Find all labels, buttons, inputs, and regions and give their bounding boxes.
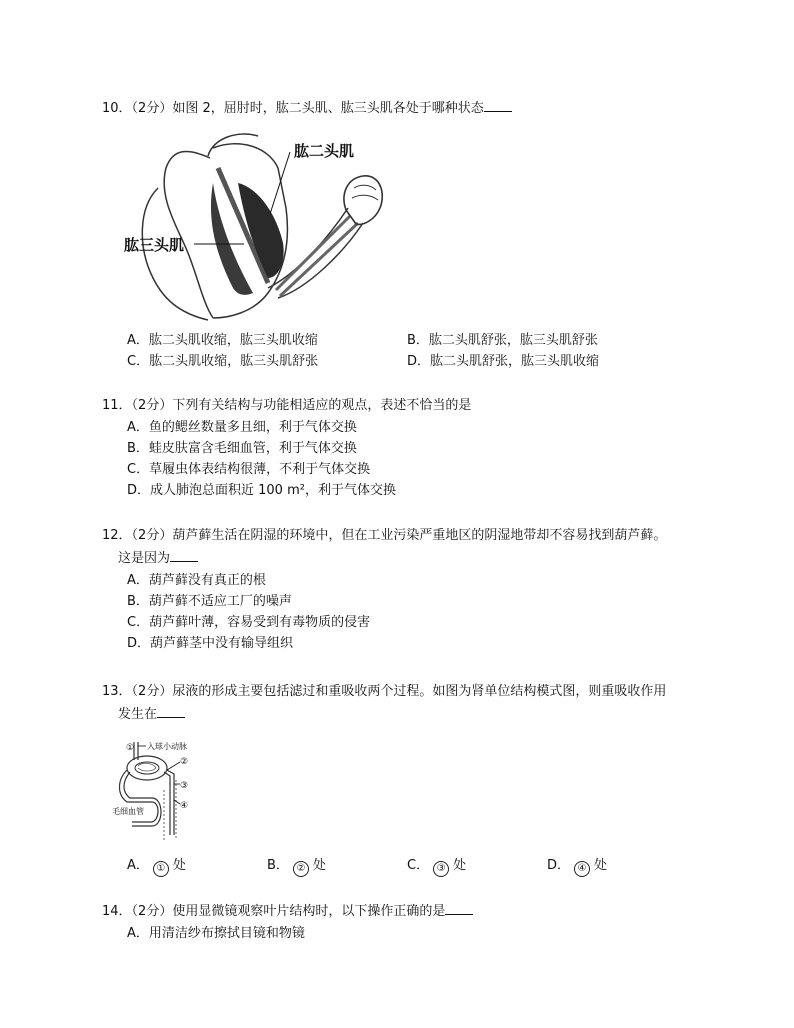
option-b[interactable]: B．蛙皮肤富含毛细血管，利于气体交换 xyxy=(127,441,357,456)
question-10-options xyxy=(102,330,734,372)
question-13-options xyxy=(102,855,734,877)
answer-blank xyxy=(170,547,198,562)
question-10 xyxy=(102,97,734,120)
option-a[interactable]: A．肱二头肌收缩，肱三头肌收缩 xyxy=(127,333,318,348)
option-a[interactable]: A．葫芦藓没有真正的根 xyxy=(127,573,266,588)
question-stem-continued: 这是因为 xyxy=(102,547,734,570)
question-stem: 11．（2分）下列有关结构与功能相适应的观点，表述不恰当的是 xyxy=(102,398,472,413)
label-triceps: 肱三头肌 xyxy=(124,236,185,254)
question-stem: 13．（2分）尿液的形成主要包括滤过和重吸收两个过程。如图为肾单位结构模式图，则重吸收作用 xyxy=(102,684,667,699)
arm-muscle-figure xyxy=(118,128,396,324)
option-c[interactable]: C．肱二头肌收缩，肱三头肌舒张 xyxy=(127,354,319,369)
answer-blank xyxy=(484,97,512,112)
answer-blank xyxy=(157,703,185,718)
question-stem: 12．（2分）葫芦藓生活在阴湿的环境中，但在工业污染严重地区的阴湿地带却不容易找到葫芦藓。 xyxy=(102,528,667,543)
question-14 xyxy=(102,900,734,944)
question-11 xyxy=(102,395,734,501)
option-a[interactable]: A．用清洁纱布擦拭目镜和物镜 xyxy=(127,926,305,941)
option-c[interactable]: C．草履虫体表结构很薄，不利于气体交换 xyxy=(127,462,371,477)
option-d[interactable]: D． ④ 处 xyxy=(547,855,607,876)
option-b[interactable]: B．肱二头肌舒张，肱三头肌舒张 xyxy=(407,333,598,348)
mark-2: ② xyxy=(180,757,189,767)
question-12 xyxy=(102,525,734,654)
option-c[interactable]: C．葫芦藓叶薄，容易受到有毒物质的侵害 xyxy=(127,615,371,630)
question-stem: 10．（2分）如图 2，屈肘时，肱二头肌、肱三头肌各处于哪种状态 xyxy=(102,97,734,120)
label-afferent-arteriole: 入球小动脉 xyxy=(147,742,187,751)
option-d[interactable]: D．葫芦藓茎中没有输导组织 xyxy=(127,636,294,651)
option-d[interactable]: D．肱二头肌舒张，肱三头肌收缩 xyxy=(407,354,600,369)
label-biceps: 肱二头肌 xyxy=(294,142,355,160)
mark-1: ① xyxy=(126,743,135,753)
label-capillary: 毛细血管 xyxy=(112,807,144,816)
mark-4: ④ xyxy=(180,801,189,811)
option-b[interactable]: B．葫芦藓不适应工厂的噪声 xyxy=(127,594,292,609)
option-c[interactable]: C． ③ 处 xyxy=(407,855,466,876)
mark-3: ③ xyxy=(180,781,189,791)
option-a[interactable]: A．鱼的鳃丝数量多且细，利于气体交换 xyxy=(127,420,357,435)
question-stem: 14．（2分）使用显微镜观察叶片结构时，以下操作正确的是 xyxy=(102,900,734,923)
option-b[interactable]: B． ② 处 xyxy=(267,855,326,876)
answer-blank xyxy=(445,900,473,915)
option-d[interactable]: D．成人肺泡总面积近 100 m²，利于气体交换 xyxy=(127,483,396,498)
option-a[interactable]: A． ① 处 xyxy=(127,855,186,876)
question-stem-continued: 发生在 xyxy=(102,703,734,726)
question-13 xyxy=(102,681,734,726)
nephron-figure xyxy=(112,740,212,848)
